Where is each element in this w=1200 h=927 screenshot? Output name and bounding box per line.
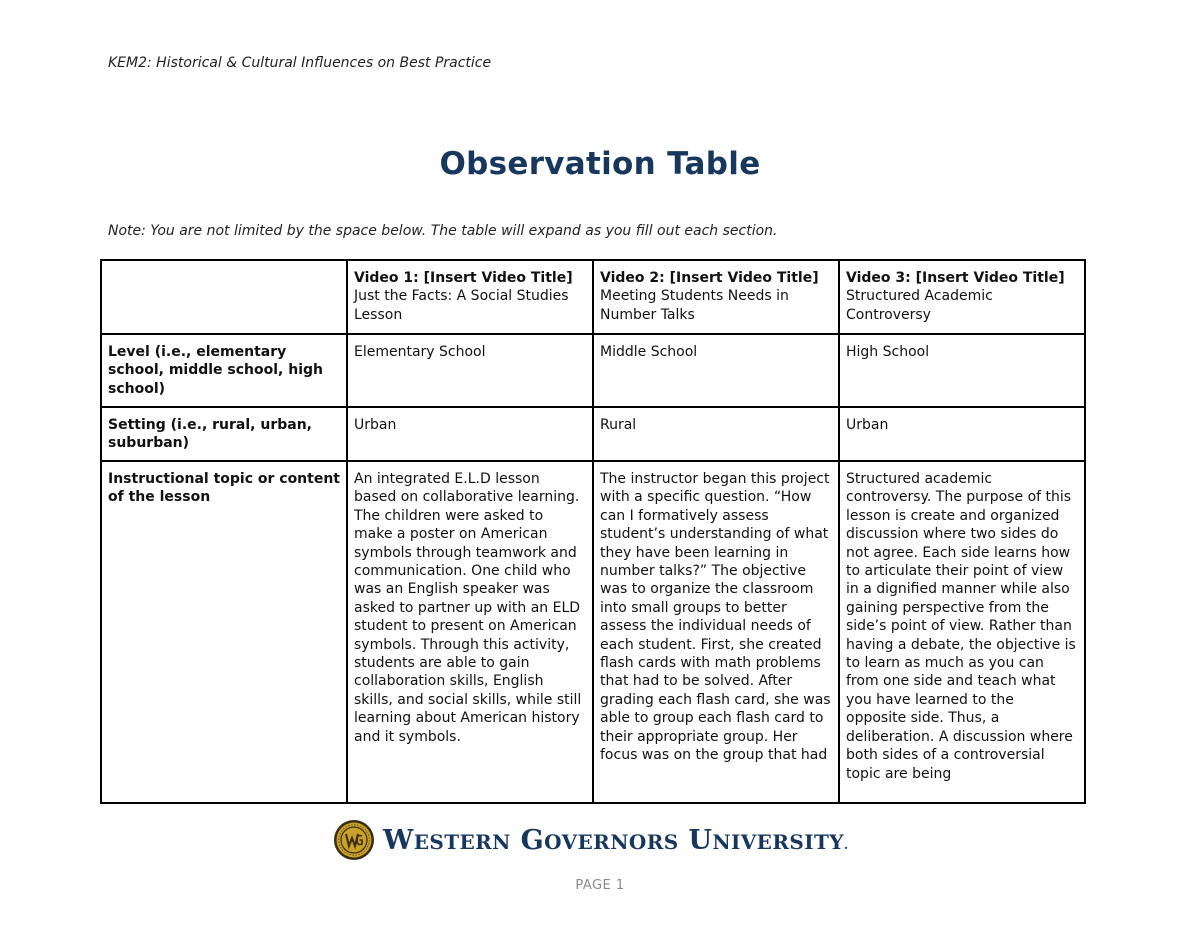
table-header-row bbox=[101, 260, 1085, 334]
column-header-title: Video 3: [Insert Video Title] bbox=[846, 270, 1065, 286]
column-header-title: Video 1: [Insert Video Title] bbox=[354, 270, 573, 286]
table-cell bbox=[839, 461, 1085, 803]
cell-text: Structured academic controversy. The purpose of this lesson is create and organized discussion where two sides do not agree. Each side learns how to articulate their point of view in a dignified manner while also gaining perspective from the side’s point of view. Rather than having a debate, the objective is to learn as much as you can from one side and teach what you have learned to the opposite side. Thus, a deliberation. A discussion where both sides of a controversial topic are being bbox=[846, 471, 1076, 782]
row-label-topic: Instructional topic or content of the lesson bbox=[101, 461, 347, 803]
row-label-setting: Setting (i.e., rural, urban, suburban) bbox=[101, 407, 347, 461]
table-row-level bbox=[101, 334, 1085, 407]
table-cell bbox=[593, 461, 839, 803]
table-cell: Middle School bbox=[593, 334, 839, 407]
table-cell: Rural bbox=[593, 407, 839, 461]
table-row-topic bbox=[101, 461, 1085, 803]
page-number: PAGE 1 bbox=[575, 878, 625, 893]
column-header-video-2 bbox=[593, 260, 839, 334]
row-label-level: Level (i.e., elementary school, middle school, high school) bbox=[101, 334, 347, 407]
column-header-video-1 bbox=[347, 260, 593, 334]
page-title: Observation Table bbox=[439, 146, 761, 182]
table-cell bbox=[347, 461, 593, 803]
wgu-logo bbox=[333, 818, 849, 862]
cell-text: An integrated E.L.D lesson based on collaborative learning. The children were asked to make a poster on American symbols through teamwork and communication. One child who was an English speaker was asked to partner up with an ELD student to present on American symbols. Through this activity, students are able to gain collaboration skills, English skills, and social skills, while still learning about American history and it symbols. bbox=[354, 471, 582, 745]
column-header-subtitle: Just the Facts: A Social Studies Lesson bbox=[354, 288, 569, 323]
table-cell: Elementary School bbox=[347, 334, 593, 407]
observation-table bbox=[100, 259, 1086, 804]
table-cell: High School bbox=[839, 334, 1085, 407]
column-header-subtitle: Structured Academic Controversy bbox=[846, 288, 993, 323]
table-cell: Urban bbox=[839, 407, 1085, 461]
table-cell: Urban bbox=[347, 407, 593, 461]
wgu-wordmark: WESTERN GOVERNORS UNIVERSITY. bbox=[383, 824, 849, 856]
cell-text: The instructor began this project with a specific question. “How can I formatively assess student’s understanding of what they have been learning in number talks?” The objective was to organize the classroom into small groups to better assess the individual needs of each student. First, she created flash cards with math problems that had to be solved. After grading each flash card, she was able to group each flash card to their appropriate group. Her focus was on the group that had bbox=[600, 471, 831, 764]
wgu-seal-icon bbox=[333, 819, 375, 861]
column-header-subtitle: Meeting Students Needs in Number Talks bbox=[600, 288, 789, 323]
column-header-title: Video 2: [Insert Video Title] bbox=[600, 270, 819, 286]
course-header: KEM2: Historical & Cultural Influences on Best Practice bbox=[108, 55, 492, 71]
table-note: Note: You are not limited by the space below. The table will expand as you fill out each section. bbox=[108, 223, 778, 239]
table-row-setting bbox=[101, 407, 1085, 461]
column-header-video-3 bbox=[839, 260, 1085, 334]
corner-cell bbox=[101, 260, 347, 334]
